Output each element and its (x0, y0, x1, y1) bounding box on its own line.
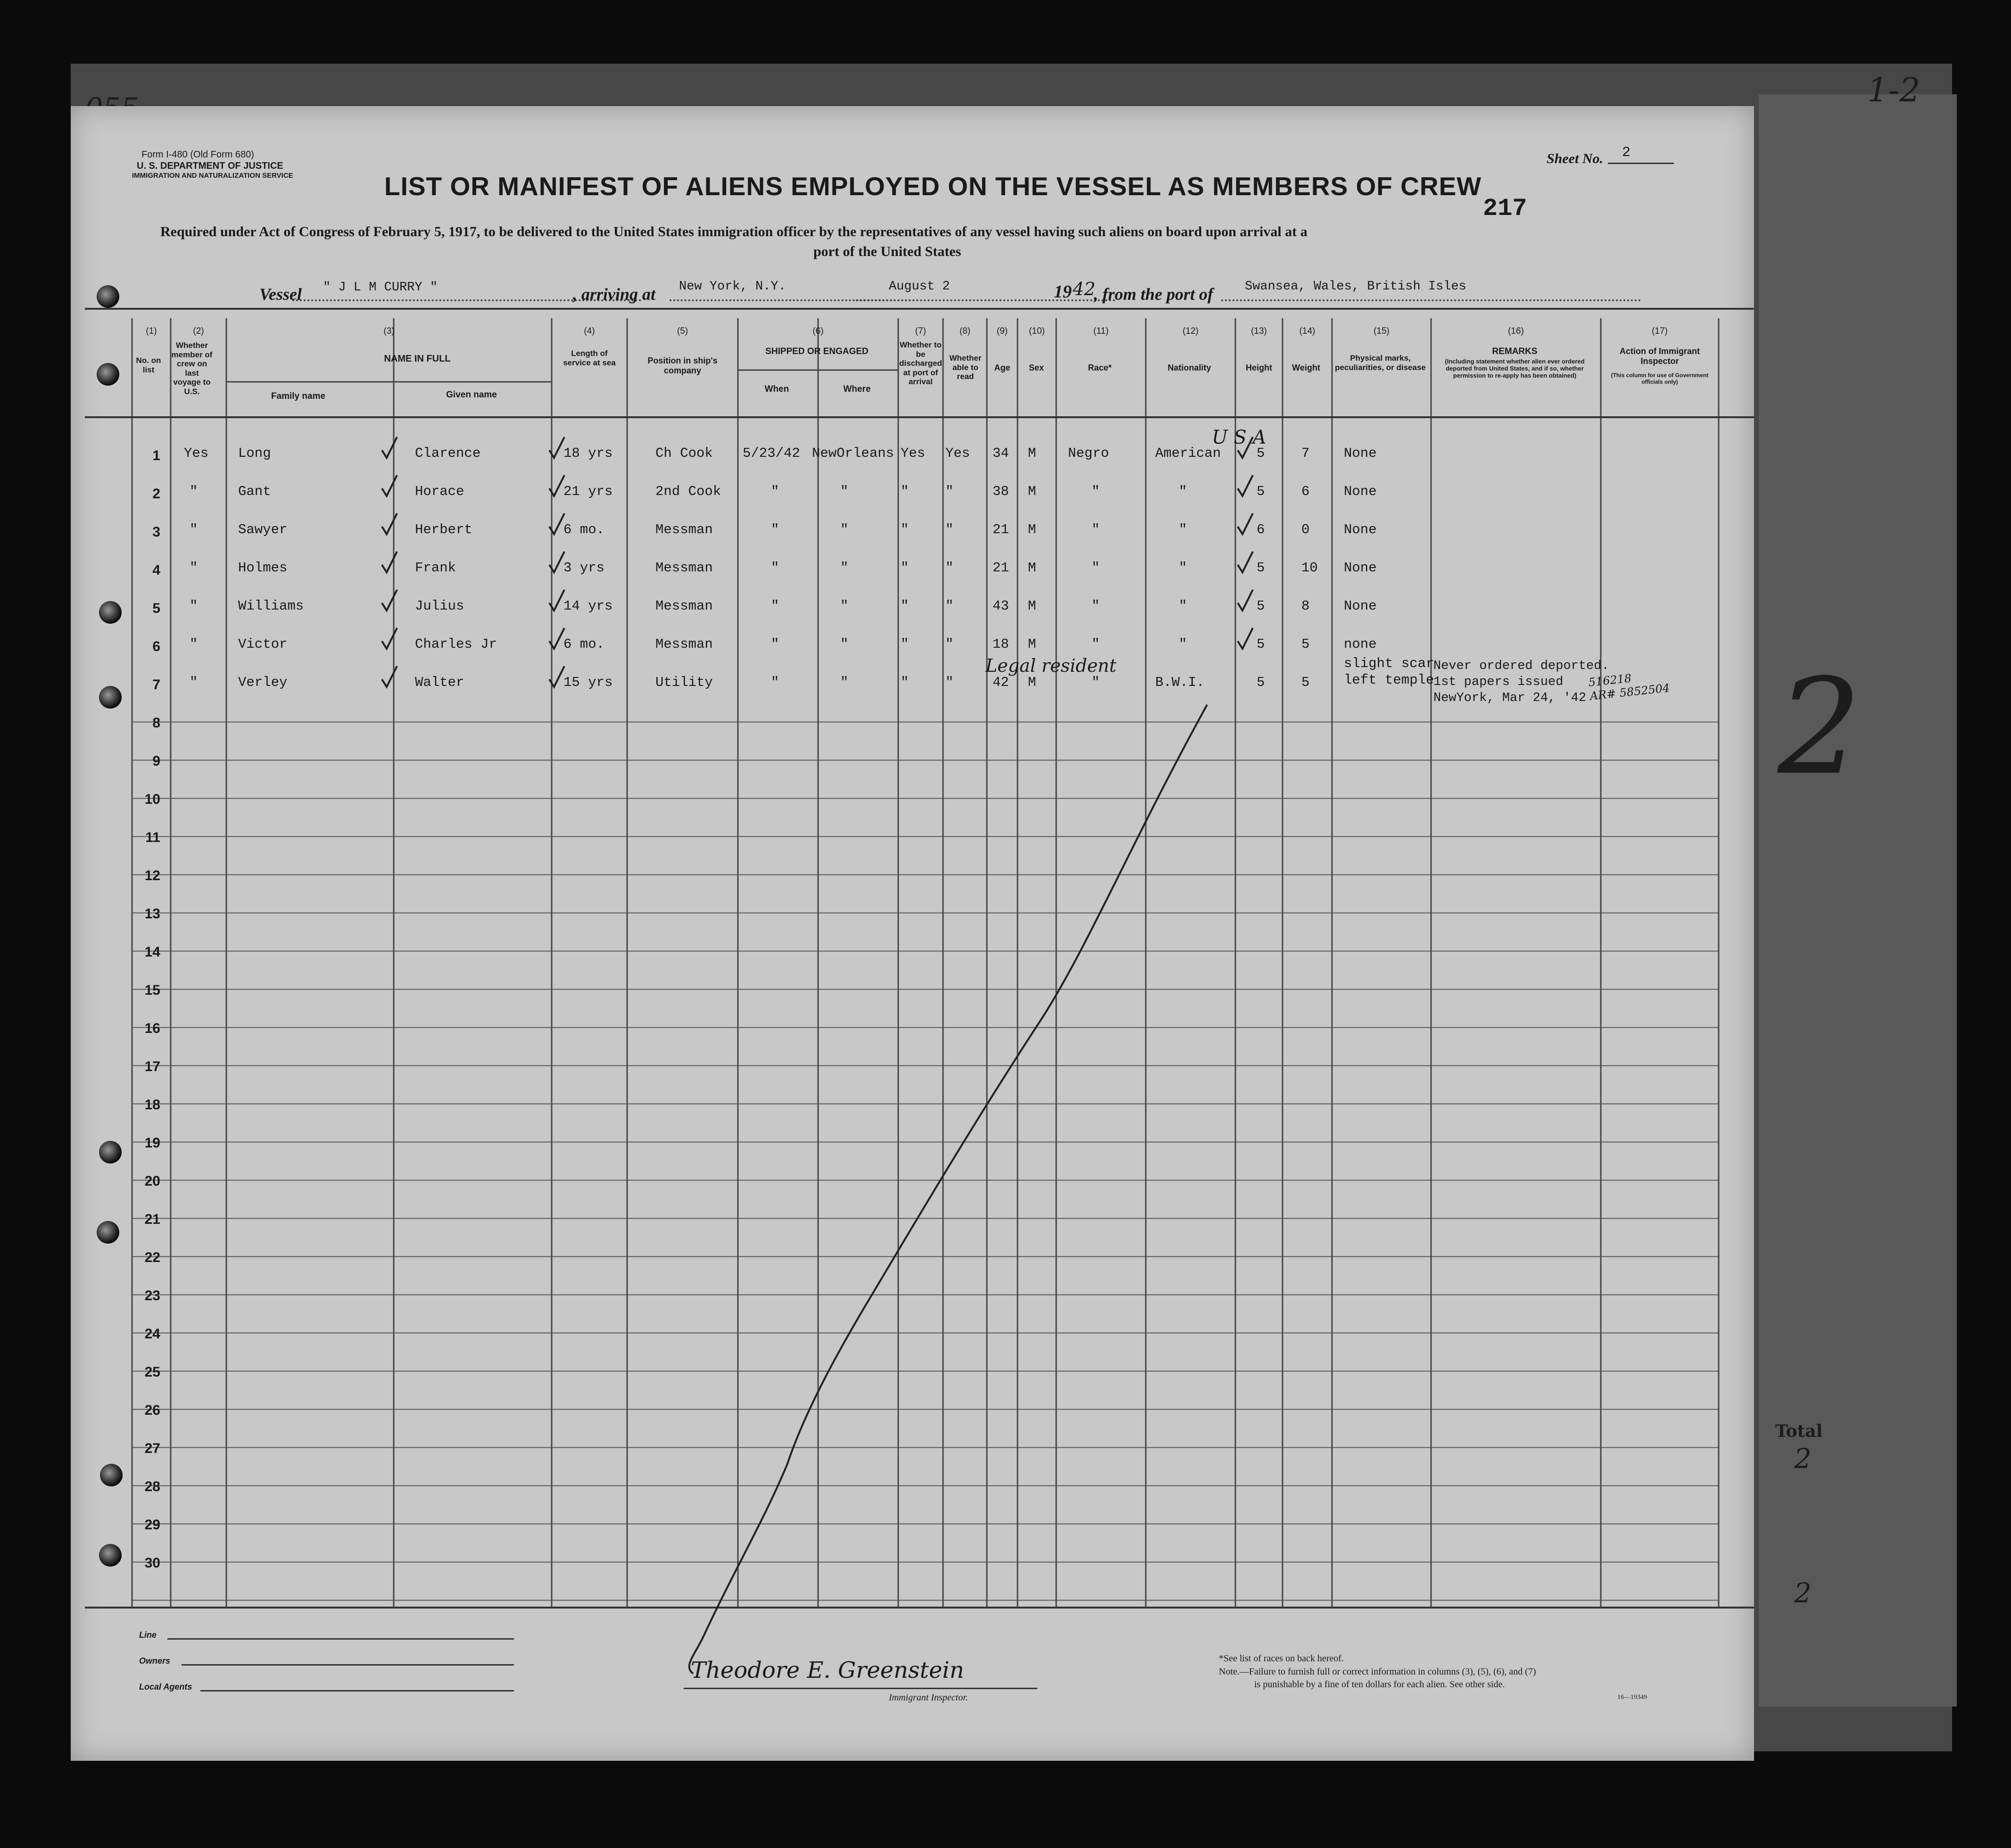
header-where: Where (843, 384, 871, 394)
header-shipped: SHIPPED OR ENGAGED (765, 346, 869, 356)
manifest-sheet (71, 106, 1754, 1761)
subtitle-line2: port of the United States (813, 244, 961, 259)
prior-voyage-cell: " (190, 484, 198, 499)
height-cell: 6 (1257, 522, 1265, 537)
physical-marks-cell: None (1344, 598, 1377, 614)
able-to-read-cell: " (945, 522, 954, 537)
column-number: (3) (383, 326, 395, 336)
shipped-when-cell: " (771, 560, 779, 576)
header-when: When (764, 384, 789, 394)
handwritten-legal-resident: Legal resident (985, 655, 1117, 676)
race-cell: " (1092, 484, 1100, 499)
discharged-cell: Yes (901, 446, 926, 461)
physical-marks-cell: none (1344, 636, 1377, 652)
row-number: 16 (144, 1021, 160, 1036)
weight-cell: 0 (1301, 522, 1310, 537)
height-cell: 5 (1257, 560, 1265, 576)
weight-cell: 7 (1301, 446, 1310, 461)
row-number: 19 (144, 1135, 160, 1151)
shipped-where-cell: " (840, 560, 849, 576)
punch-hole (100, 1464, 123, 1486)
year-prefix: 19 (1054, 282, 1072, 302)
family-name-cell: Holmes (238, 560, 288, 576)
header-remarks: REMARKS (1492, 346, 1538, 356)
header-prior-voyage: Whether member of crew on last voyage to U.S. (171, 341, 213, 396)
height-cell: 5 (1257, 484, 1265, 499)
service-length-cell: 6 mo. (563, 522, 605, 537)
row-number: 15 (144, 982, 160, 998)
sex-cell: M (1028, 598, 1036, 614)
header-race: Race* (1088, 363, 1112, 372)
row-number: 5 (152, 601, 160, 616)
column-number: (15) (1374, 326, 1390, 336)
row-number: 8 (152, 715, 160, 731)
prior-voyage-cell: " (190, 598, 198, 614)
row-number: 22 (144, 1250, 160, 1265)
age-cell: 42 (993, 675, 1009, 690)
cancel-line (71, 106, 1754, 1761)
inspector-signature: Theodore E. Greenstein (691, 1657, 964, 1683)
position-cell: Messman (655, 636, 713, 652)
sex-cell: M (1028, 484, 1036, 499)
physical-marks-cell: None (1344, 560, 1377, 576)
header-able-to-read: Whether able to read (949, 354, 982, 381)
weight-cell: 10 (1301, 560, 1318, 576)
row-number: 9 (152, 753, 160, 769)
punch-hole (97, 285, 119, 308)
footer-owners-field (182, 1664, 514, 1666)
header-family-name: Family name (271, 391, 326, 401)
given-name-cell: Frank (415, 560, 456, 576)
position-cell: 2nd Cook (655, 484, 721, 499)
column-number: (4) (584, 326, 595, 336)
row-number: 13 (144, 906, 160, 922)
race-cell: Negro (1068, 446, 1109, 461)
back-total-value: 2 (1794, 1443, 1812, 1475)
row-number: 23 (144, 1288, 160, 1304)
department: U. S. DEPARTMENT OF JUSTICE (137, 161, 283, 171)
subtitle: Required under Act of Congress of February 5, 1917, to be delivered to the United States immigration officer by the representatives of any vessel having such aliens on board upon arrival at a (160, 224, 1308, 239)
punch-hole (97, 1221, 119, 1244)
footer-line-label: Line (139, 1630, 157, 1640)
physical-marks-cell: None (1344, 484, 1377, 499)
vessel-label: Vessel (259, 285, 302, 304)
row-number: 4 (152, 562, 160, 578)
column-number: (16) (1508, 326, 1524, 336)
footer-owners-label: Owners (139, 1656, 171, 1666)
footer-agents-label: Local Agents (139, 1682, 192, 1691)
row-number: 3 (152, 524, 160, 540)
header-action-note: (This column for use of Government officials only) (1611, 372, 1709, 385)
race-cell: " (1092, 598, 1100, 614)
penalty-note: Note.—Failure to furnish full or correct information in columns (3), (5), (6), and (7) (1219, 1666, 1536, 1677)
shipped-where-cell: " (840, 522, 849, 537)
sex-cell: M (1028, 675, 1036, 690)
weight-cell: 6 (1301, 484, 1310, 499)
column-number: (2) (193, 326, 204, 336)
column-number: (14) (1299, 326, 1316, 336)
column-number: (17) (1652, 326, 1668, 336)
shipped-when-cell: " (771, 675, 779, 690)
weight-cell: 8 (1301, 598, 1310, 614)
nationality-cell: " (1179, 598, 1187, 614)
able-to-read-cell: " (945, 598, 954, 614)
nationality-cell: B.W.I. (1155, 675, 1205, 690)
header-action: Action of Immigrant Inspector (1620, 346, 1700, 366)
column-number: (9) (996, 326, 1008, 336)
service-length-cell: 14 yrs (563, 598, 613, 614)
punch-hole (97, 363, 119, 386)
header-remarks-note: (Including statement whether alien ever ordered deported from United States, and if so, whether permission to re-apply has been obtained) (1445, 358, 1585, 379)
row-number: 25 (144, 1364, 160, 1380)
header-given-name: Given name (446, 390, 497, 400)
header-nationality: Nationality (1167, 363, 1211, 372)
back-big-numeral: 2 (1778, 651, 1862, 804)
shipped-when-cell: " (771, 636, 779, 652)
position-cell: Utility (655, 675, 713, 690)
footer-agents-field (200, 1690, 514, 1691)
service: IMMIGRATION AND NATURALIZATION SERVICE (132, 172, 293, 180)
top-right-mark: 1-2 (1867, 71, 1920, 109)
given-name-cell: Clarence (415, 446, 481, 461)
weight-cell: 5 (1301, 636, 1310, 652)
column-number: (7) (915, 326, 927, 336)
from-port: Swansea, Wales, British Isles (1245, 280, 1466, 294)
position-cell: Messman (655, 598, 713, 614)
row-number: 27 (144, 1441, 160, 1456)
header-height: Height (1246, 363, 1272, 372)
race-cell: " (1092, 522, 1100, 537)
race-cell: " (1092, 560, 1100, 576)
shipped-where-cell: " (840, 484, 849, 499)
race-note: *See list of races on back hereof. (1219, 1653, 1344, 1664)
position-cell: Messman (655, 522, 713, 537)
column-number: (5) (677, 326, 688, 336)
given-name-cell: Horace (415, 484, 464, 499)
header-physical-marks: Physical marks, peculiarities, or disease (1335, 354, 1426, 372)
age-cell: 38 (993, 484, 1009, 499)
sex-cell: M (1028, 522, 1036, 537)
column-number: (12) (1183, 326, 1199, 336)
row-number: 6 (152, 639, 160, 654)
nationality-cell: " (1179, 522, 1187, 537)
prior-voyage-cell: " (190, 675, 198, 690)
handwritten-ar-numbers: 516218 AR# 5852504 (1588, 671, 1671, 703)
age-cell: 43 (993, 598, 1009, 614)
column-number: (11) (1093, 326, 1109, 336)
nationality-cell: American (1155, 446, 1221, 461)
page-title: LIST OR MANIFEST OF ALIENS EMPLOYED ON THE VESSEL AS MEMBERS OF CREW (384, 172, 1482, 201)
row-number: 29 (144, 1517, 160, 1533)
header-discharged: Whether to be discharged at port of arrival (899, 340, 942, 387)
prior-voyage-cell: " (190, 522, 198, 537)
service-length-cell: 3 yrs (563, 560, 605, 576)
row-number: 2 (152, 486, 160, 502)
height-cell: 5 (1257, 636, 1265, 652)
service-length-cell: 18 yrs (563, 446, 613, 461)
race-cell: " (1092, 636, 1100, 652)
header-age: Age (994, 363, 1010, 372)
back-total-value: 2 (1794, 1577, 1812, 1609)
discharged-cell: " (901, 598, 909, 614)
punch-hole (99, 686, 122, 709)
punch-hole (99, 1544, 122, 1567)
discharged-cell: " (901, 636, 909, 652)
row-number: 24 (144, 1326, 160, 1342)
sex-cell: M (1028, 560, 1036, 576)
year-suffix: 42 (1073, 279, 1096, 299)
arriving-port: New York, N.Y. (679, 280, 786, 294)
able-to-read-cell: " (945, 675, 954, 690)
given-name-cell: Walter (415, 675, 464, 690)
header-weight: Weight (1292, 363, 1320, 372)
sex-cell: M (1028, 446, 1036, 461)
able-to-read-cell: Yes (945, 446, 970, 461)
punch-hole (99, 601, 122, 624)
given-name-cell: Julius (415, 598, 464, 614)
print-code: 16—19349 (1617, 1694, 1647, 1701)
age-cell: 34 (993, 446, 1009, 461)
physical-marks-cell: None (1344, 522, 1377, 537)
age-cell: 21 (993, 522, 1009, 537)
penalty-note-2: is punishable by a fine of ten dollars for each alien. See other side. (1254, 1679, 1505, 1690)
punch-hole (99, 1141, 122, 1163)
prior-voyage-cell: Yes (184, 446, 209, 461)
shipped-where-cell: NewOrleans (812, 446, 894, 461)
discharged-cell: " (901, 484, 909, 499)
row-number: 21 (144, 1212, 160, 1227)
stamp-number: 217 (1483, 195, 1527, 223)
able-to-read-cell: " (945, 636, 954, 652)
physical-marks-cell: None (1344, 446, 1377, 461)
column-number: (10) (1029, 326, 1045, 336)
age-cell: 21 (993, 560, 1009, 576)
row-number: 17 (144, 1059, 160, 1074)
discharged-cell: " (901, 675, 909, 690)
arrival-date: August 2 (889, 280, 950, 294)
shipped-when-cell: " (771, 598, 779, 614)
row-number: 12 (144, 868, 160, 883)
family-name-cell: Victor (238, 636, 288, 652)
service-length-cell: 15 yrs (563, 675, 613, 690)
family-name-cell: Verley (238, 675, 288, 690)
given-name-cell: Charles Jr (415, 636, 497, 652)
back-total-label: Total (1775, 1421, 1823, 1441)
row-number: 10 (144, 792, 160, 807)
signature-title: Immigrant Inspector. (889, 1692, 968, 1703)
row-number: 14 (144, 944, 160, 960)
header-service-length: Length of service at sea (563, 349, 616, 367)
service-length-cell: 6 mo. (563, 636, 605, 652)
handwritten-usa-note: U S A (1212, 427, 1266, 448)
row-number: 18 (144, 1097, 160, 1113)
sheet-label: Sheet No. (1547, 151, 1603, 166)
discharged-cell: " (901, 522, 909, 537)
back-sheet-edge (1759, 94, 1957, 1707)
height-cell: 5 (1257, 598, 1265, 614)
able-to-read-cell: " (945, 560, 954, 576)
sheet-number: 2 (1622, 145, 1631, 161)
signature-line (684, 1688, 1037, 1689)
header-position: Position in ship's company (647, 356, 718, 375)
shipped-where-cell: " (840, 636, 849, 652)
column-number: (1) (146, 326, 157, 336)
column-number: (13) (1251, 326, 1267, 336)
remarks-row7: Never ordered deported. 1st papers issued NewYork, Mar 24, '42 (1433, 659, 1609, 705)
vessel-name: " J L M CURRY " (323, 280, 438, 295)
discharged-cell: " (901, 560, 909, 576)
row-number: 28 (144, 1479, 160, 1494)
footer-line-field (167, 1638, 514, 1640)
row-number: 26 (144, 1402, 160, 1418)
race-cell: " (1092, 675, 1100, 690)
family-name-cell: Williams (238, 598, 304, 614)
nationality-cell: " (1179, 560, 1187, 576)
shipped-when-cell: " (771, 484, 779, 499)
shipped-where-cell: " (840, 675, 849, 690)
row-number: 20 (144, 1173, 160, 1189)
family-name-cell: Sawyer (238, 522, 288, 537)
column-number: (8) (959, 326, 971, 336)
nationality-cell: " (1179, 484, 1187, 499)
age-cell: 18 (993, 636, 1009, 652)
service-length-cell: 21 yrs (563, 484, 613, 499)
sex-cell: M (1028, 636, 1036, 652)
position-cell: Ch Cook (655, 446, 713, 461)
column-number: (6) (812, 326, 824, 336)
row-number: 7 (152, 677, 160, 693)
form-id: Form I-480 (Old Form 680) (141, 149, 254, 160)
physical-marks-cell: slight scar left temple (1344, 656, 1434, 688)
shipped-when-cell: " (771, 522, 779, 537)
weight-cell: 5 (1301, 675, 1310, 690)
prior-voyage-cell: " (190, 560, 198, 576)
header-no-on-list: No. on list (136, 356, 161, 374)
family-name-cell: Long (238, 446, 271, 461)
able-to-read-cell: " (945, 484, 954, 499)
position-cell: Messman (655, 560, 713, 576)
header-name-in-full: NAME IN FULL (384, 354, 451, 364)
header-sex: Sex (1028, 363, 1044, 372)
given-name-cell: Herbert (415, 522, 472, 537)
family-name-cell: Gant (238, 484, 271, 499)
row-number: 1 (152, 448, 160, 463)
row-number: 30 (144, 1555, 160, 1571)
arriving-label: , arriving at (573, 285, 656, 304)
height-cell: 5 (1257, 675, 1265, 690)
nationality-cell: " (1179, 636, 1187, 652)
shipped-when-cell: 5/23/42 (743, 446, 800, 461)
prior-voyage-cell: " (190, 636, 198, 652)
from-label: , from the port of (1094, 285, 1214, 304)
height-cell: 5 (1257, 446, 1265, 461)
row-number: 11 (145, 830, 160, 845)
shipped-where-cell: " (840, 598, 849, 614)
